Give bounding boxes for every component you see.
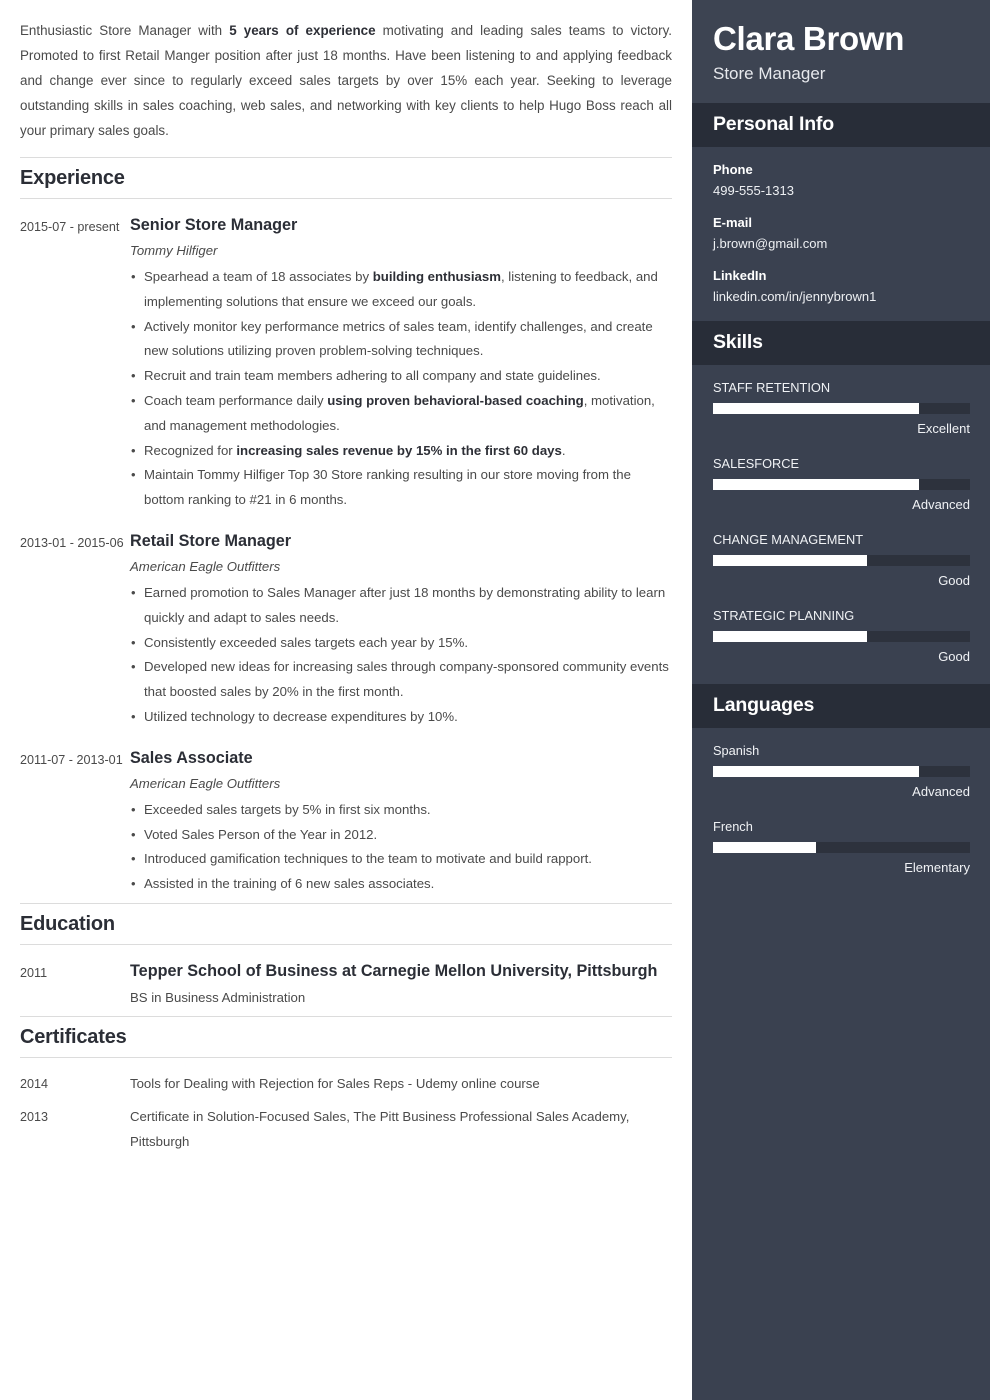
skill-name: SALESFORCE xyxy=(713,456,800,471)
language-level-label: Elementary xyxy=(904,860,970,875)
language-bar-fill xyxy=(713,842,816,853)
language-name: French xyxy=(713,819,753,834)
job-bullet: • Introduced gamification techniques to the team to motivate and build rapport. xyxy=(130,847,672,872)
skill-level-label: Good xyxy=(938,649,970,664)
company-name: Tommy Hilfiger xyxy=(130,243,218,258)
experience-entry xyxy=(20,213,672,513)
experience-body xyxy=(130,529,672,730)
degree-name: BS in Business Administration xyxy=(130,989,306,1005)
education-body xyxy=(130,959,672,1010)
skill-item xyxy=(713,529,969,592)
candidate-role: Store Manager xyxy=(713,64,826,83)
professional-summary: Enthusiastic Store Manager with 5 years of experience motivating and leading sales teams to victory. Promoted to first Retail Manger position after just 18 months. Have been listening to and applying feedback and change ever since to regularly exceed sales targets by over 15% each year. Seeking to leverage outstanding skills in sales coaching, web sales, and networking with key clients to help Hugo Boss reach all your primary sales goals. xyxy=(20,23,673,138)
certificate-date: 2013 xyxy=(20,1109,49,1124)
education-date: 2011 xyxy=(20,965,48,980)
skill-item xyxy=(713,453,969,516)
skill-level-label: Advanced xyxy=(912,497,970,512)
job-bullet-list xyxy=(130,798,672,897)
skill-name: STAFF RETENTION xyxy=(713,380,831,395)
personal-info-title: Personal Info xyxy=(692,103,990,147)
job-title: Sales Associate xyxy=(130,748,253,767)
education-entry xyxy=(20,959,672,1010)
experience-date: 2015-07 - present xyxy=(20,220,120,234)
emphasis-text: using proven behavioral-based coaching xyxy=(327,392,584,408)
certificate-text: Tools for Dealing with Rejection for Sales Reps - Udemy online course xyxy=(130,1075,540,1091)
job-bullet: • Assisted in the training of 6 new sales associates. xyxy=(130,872,672,897)
skill-name: CHANGE MANAGEMENT xyxy=(713,532,864,547)
job-bullet: • Developed new ideas for increasing sales through company-sponsored community events that boosted sales by 20% in the first month. xyxy=(130,655,672,705)
emphasis-text: 5 years of experience xyxy=(229,23,376,38)
certificate-entries xyxy=(20,1072,672,1154)
skill-level-label: Good xyxy=(938,573,970,588)
job-bullet: • Utilized technology to decrease expenditures by 10%. xyxy=(130,705,672,730)
job-bullet: • Spearhead a team of 18 associates by building enthusiasm, listening to feedback, and implementing solutions that ensure we exceed our goals. xyxy=(130,265,672,315)
experience-entry xyxy=(20,529,672,730)
experience-entry xyxy=(20,746,672,897)
sidebar-header xyxy=(692,0,990,103)
language-level-label: Advanced xyxy=(912,784,970,799)
skill-bar-track xyxy=(713,555,970,566)
contact-value[interactable]: linkedin.com/in/jennybrown1 xyxy=(713,289,877,304)
personal-info-block xyxy=(692,147,990,321)
skill-bar-fill xyxy=(713,631,867,642)
job-bullet: • Recruit and train team members adhering to all company and state guidelines. xyxy=(130,364,672,389)
experience-body xyxy=(130,213,672,513)
certificates-section-title: Certificates xyxy=(20,1016,672,1058)
job-bullet-list xyxy=(130,581,672,730)
skill-bar-fill xyxy=(713,555,867,566)
job-bullet: • Earned promotion to Sales Manager after just 18 months by demonstrating ability to learn quickly and adapt to sales needs. xyxy=(130,581,672,631)
language-item xyxy=(713,740,969,803)
skill-level-label: Excellent xyxy=(917,421,970,436)
job-bullet: • Coach team performance daily using proven behavioral-based coaching, motivation, and management methodologies. xyxy=(130,389,672,439)
job-bullet: • Recognized for increasing sales revenue by 15% in the first 60 days. xyxy=(130,439,672,464)
languages-block xyxy=(692,728,990,895)
job-bullet: • Consistently exceeded sales targets each year by 15%. xyxy=(130,631,672,656)
language-item xyxy=(713,816,969,879)
experience-date: 2013-01 - 2015-06 xyxy=(20,535,124,550)
emphasis-text: building enthusiasm xyxy=(372,269,501,284)
language-bar-track xyxy=(713,842,970,853)
job-bullet: • Exceeded sales targets by 5% in first six months. xyxy=(130,798,672,823)
job-bullet: • Voted Sales Person of the Year in 2012. xyxy=(130,823,672,848)
certificate-text: Certificate in Solution-Focused Sales, The Pitt Business Professional Sales Academy, Pittsburgh xyxy=(130,1108,630,1149)
skill-bar-fill xyxy=(713,403,919,414)
candidate-name: Clara Brown xyxy=(713,20,905,57)
resume-sidebar xyxy=(692,0,990,1400)
school-name: Tepper School of Business at Carnegie Mellon University, Pittsburgh xyxy=(130,961,658,980)
experience-section xyxy=(20,157,672,897)
job-title: Senior Store Manager xyxy=(130,216,298,234)
job-title: Retail Store Manager xyxy=(130,531,292,550)
skills-block xyxy=(692,365,990,684)
experience-entries xyxy=(20,213,672,897)
skill-bar-track xyxy=(713,403,970,414)
job-bullet-list xyxy=(130,265,672,513)
education-entries xyxy=(20,959,672,1010)
language-name: Spanish xyxy=(713,743,760,758)
skill-bar-fill xyxy=(713,479,919,490)
skills-title: Skills xyxy=(692,321,990,365)
emphasis-text: increasing sales revenue by 15% in the first 60 days xyxy=(236,442,562,458)
contact-label: E-mail xyxy=(713,215,753,230)
company-name: American Eagle Outfitters xyxy=(130,775,281,791)
languages-title: Languages xyxy=(692,684,990,728)
contact-label: LinkedIn xyxy=(713,268,767,283)
experience-body xyxy=(130,746,672,897)
skill-name: STRATEGIC PLANNING xyxy=(713,608,855,623)
job-bullet: • Actively monitor key performance metrics of sales team, identify challenges, and create new solutions utilizing proven problem-solving techniques. xyxy=(130,315,672,365)
contact-label: Phone xyxy=(713,162,753,177)
experience-date: 2011-07 - 2013-01 xyxy=(20,752,123,767)
education-section-title: Education xyxy=(20,903,672,945)
contact-value[interactable]: 499-555-1313 xyxy=(713,183,794,198)
contact-value[interactable]: j.brown@gmail.com xyxy=(713,236,828,251)
company-name: American Eagle Outfitters xyxy=(130,558,281,574)
skill-item xyxy=(713,605,969,668)
language-bar-fill xyxy=(713,766,919,777)
certificate-date: 2014 xyxy=(20,1076,49,1091)
language-bar-track xyxy=(713,766,970,777)
certificate-entry xyxy=(20,1072,672,1097)
education-section xyxy=(20,903,672,1010)
experience-section-title: Experience xyxy=(20,157,672,199)
certificate-entry xyxy=(20,1105,672,1155)
job-bullet: • Maintain Tommy Hilfiger Top 30 Store ranking resulting in our store moving from the bottom ranking to #21 in 6 months. xyxy=(130,463,672,513)
skill-bar-track xyxy=(713,479,970,490)
certificates-section xyxy=(20,1016,672,1154)
skill-item xyxy=(713,377,969,440)
skill-bar-track xyxy=(713,631,970,642)
